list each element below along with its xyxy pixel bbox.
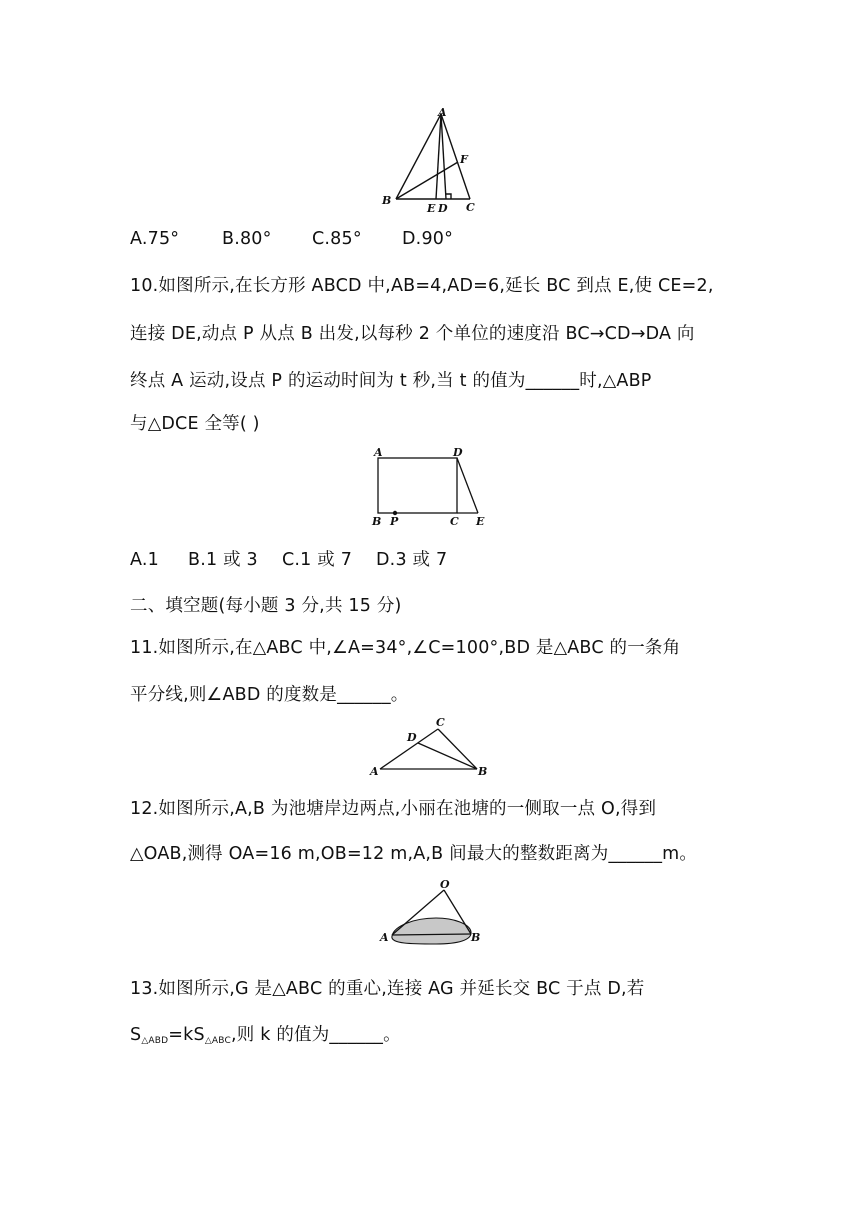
q13-eq: =kS [168,1025,205,1045]
label-c: C [436,716,445,729]
label-a: A [380,931,389,944]
label-b: B [372,515,382,528]
label-d: D [453,446,463,459]
q9-option-d: D.90° [402,229,454,249]
figure-q9 [378,106,488,214]
figure-q10-rectangle [368,444,496,528]
q12-line-1: 12.如图所示,A,B 为池塘岸边两点,小丽在池塘的一侧取一点 O,得到 [130,799,657,819]
label-c: C [450,515,459,528]
q13-line-1: 13.如图所示,G 是△ABC 的重心,连接 AG 并延长交 BC 于点 D,若 [130,979,645,999]
label-d: D [438,202,448,214]
q10-line-4: 与△DCE 全等( ) [130,414,260,434]
figure-q12-pond [374,876,492,946]
label-e: E [476,515,485,528]
figure-q11-triangle [366,714,496,778]
label-d: D [407,731,417,744]
pond-shape [392,918,471,944]
q13-sub-abc: △ABC [204,1036,231,1046]
q10-option-d: D.3 或 7 [376,550,448,570]
label-c: C [466,201,475,214]
q11-line-1: 11.如图所示,在△ABC 中,∠A=34°,∠C=100°,BD 是△ABC 的一条角 [130,638,681,658]
q9-option-b: B.80° [222,229,272,249]
label-p: P [390,515,399,528]
label-o: O [440,878,450,891]
q9-option-a: A.75° [130,229,180,249]
label-e: E [427,202,436,214]
q10-line-2: 连接 DE,动点 P 从点 B 出发,以每秒 2 个单位的速度沿 BC→CD→DA 向 [130,324,695,344]
q13-line-2 [130,1021,401,1046]
label-a: A [370,765,379,778]
q10-line-1: 10.如图所示,在长方形 ABCD 中,AB=4,AD=6,延长 BC 到点 E,使 CE=2, [130,276,714,296]
label-b: B [382,194,392,207]
label-b: B [478,765,488,778]
label-b: B [471,931,481,944]
q10-option-b: B.1 或 3 [188,550,258,570]
q13-sub-abd: △ABD [141,1036,169,1046]
q9-option-c: C.85° [312,229,362,249]
q13-s1: S [130,1025,142,1045]
q10-options [130,546,447,571]
label-f: F [460,153,468,166]
label-a: A [438,106,447,119]
q9-options [130,229,453,249]
q12-line-2: △OAB,测得 OA=16 m,OB=12 m,A,B 间最大的整数距离为______m。 [130,844,698,864]
q11-line-2: 平分线,则∠ABD 的度数是______。 [130,685,409,705]
section-2-title: 二、填空题(每小题 3 分,共 15 分) [130,596,402,616]
label-a: A [374,446,383,459]
q10-option-c: C.1 或 7 [282,550,353,570]
q13-tail: ,则 k 的值为______。 [231,1025,401,1045]
q10-option-a: A.1 [130,550,159,570]
q10-line-3: 终点 A 运动,设点 P 的运动时间为 t 秒,当 t 的值为______时,△ABP [130,371,652,391]
